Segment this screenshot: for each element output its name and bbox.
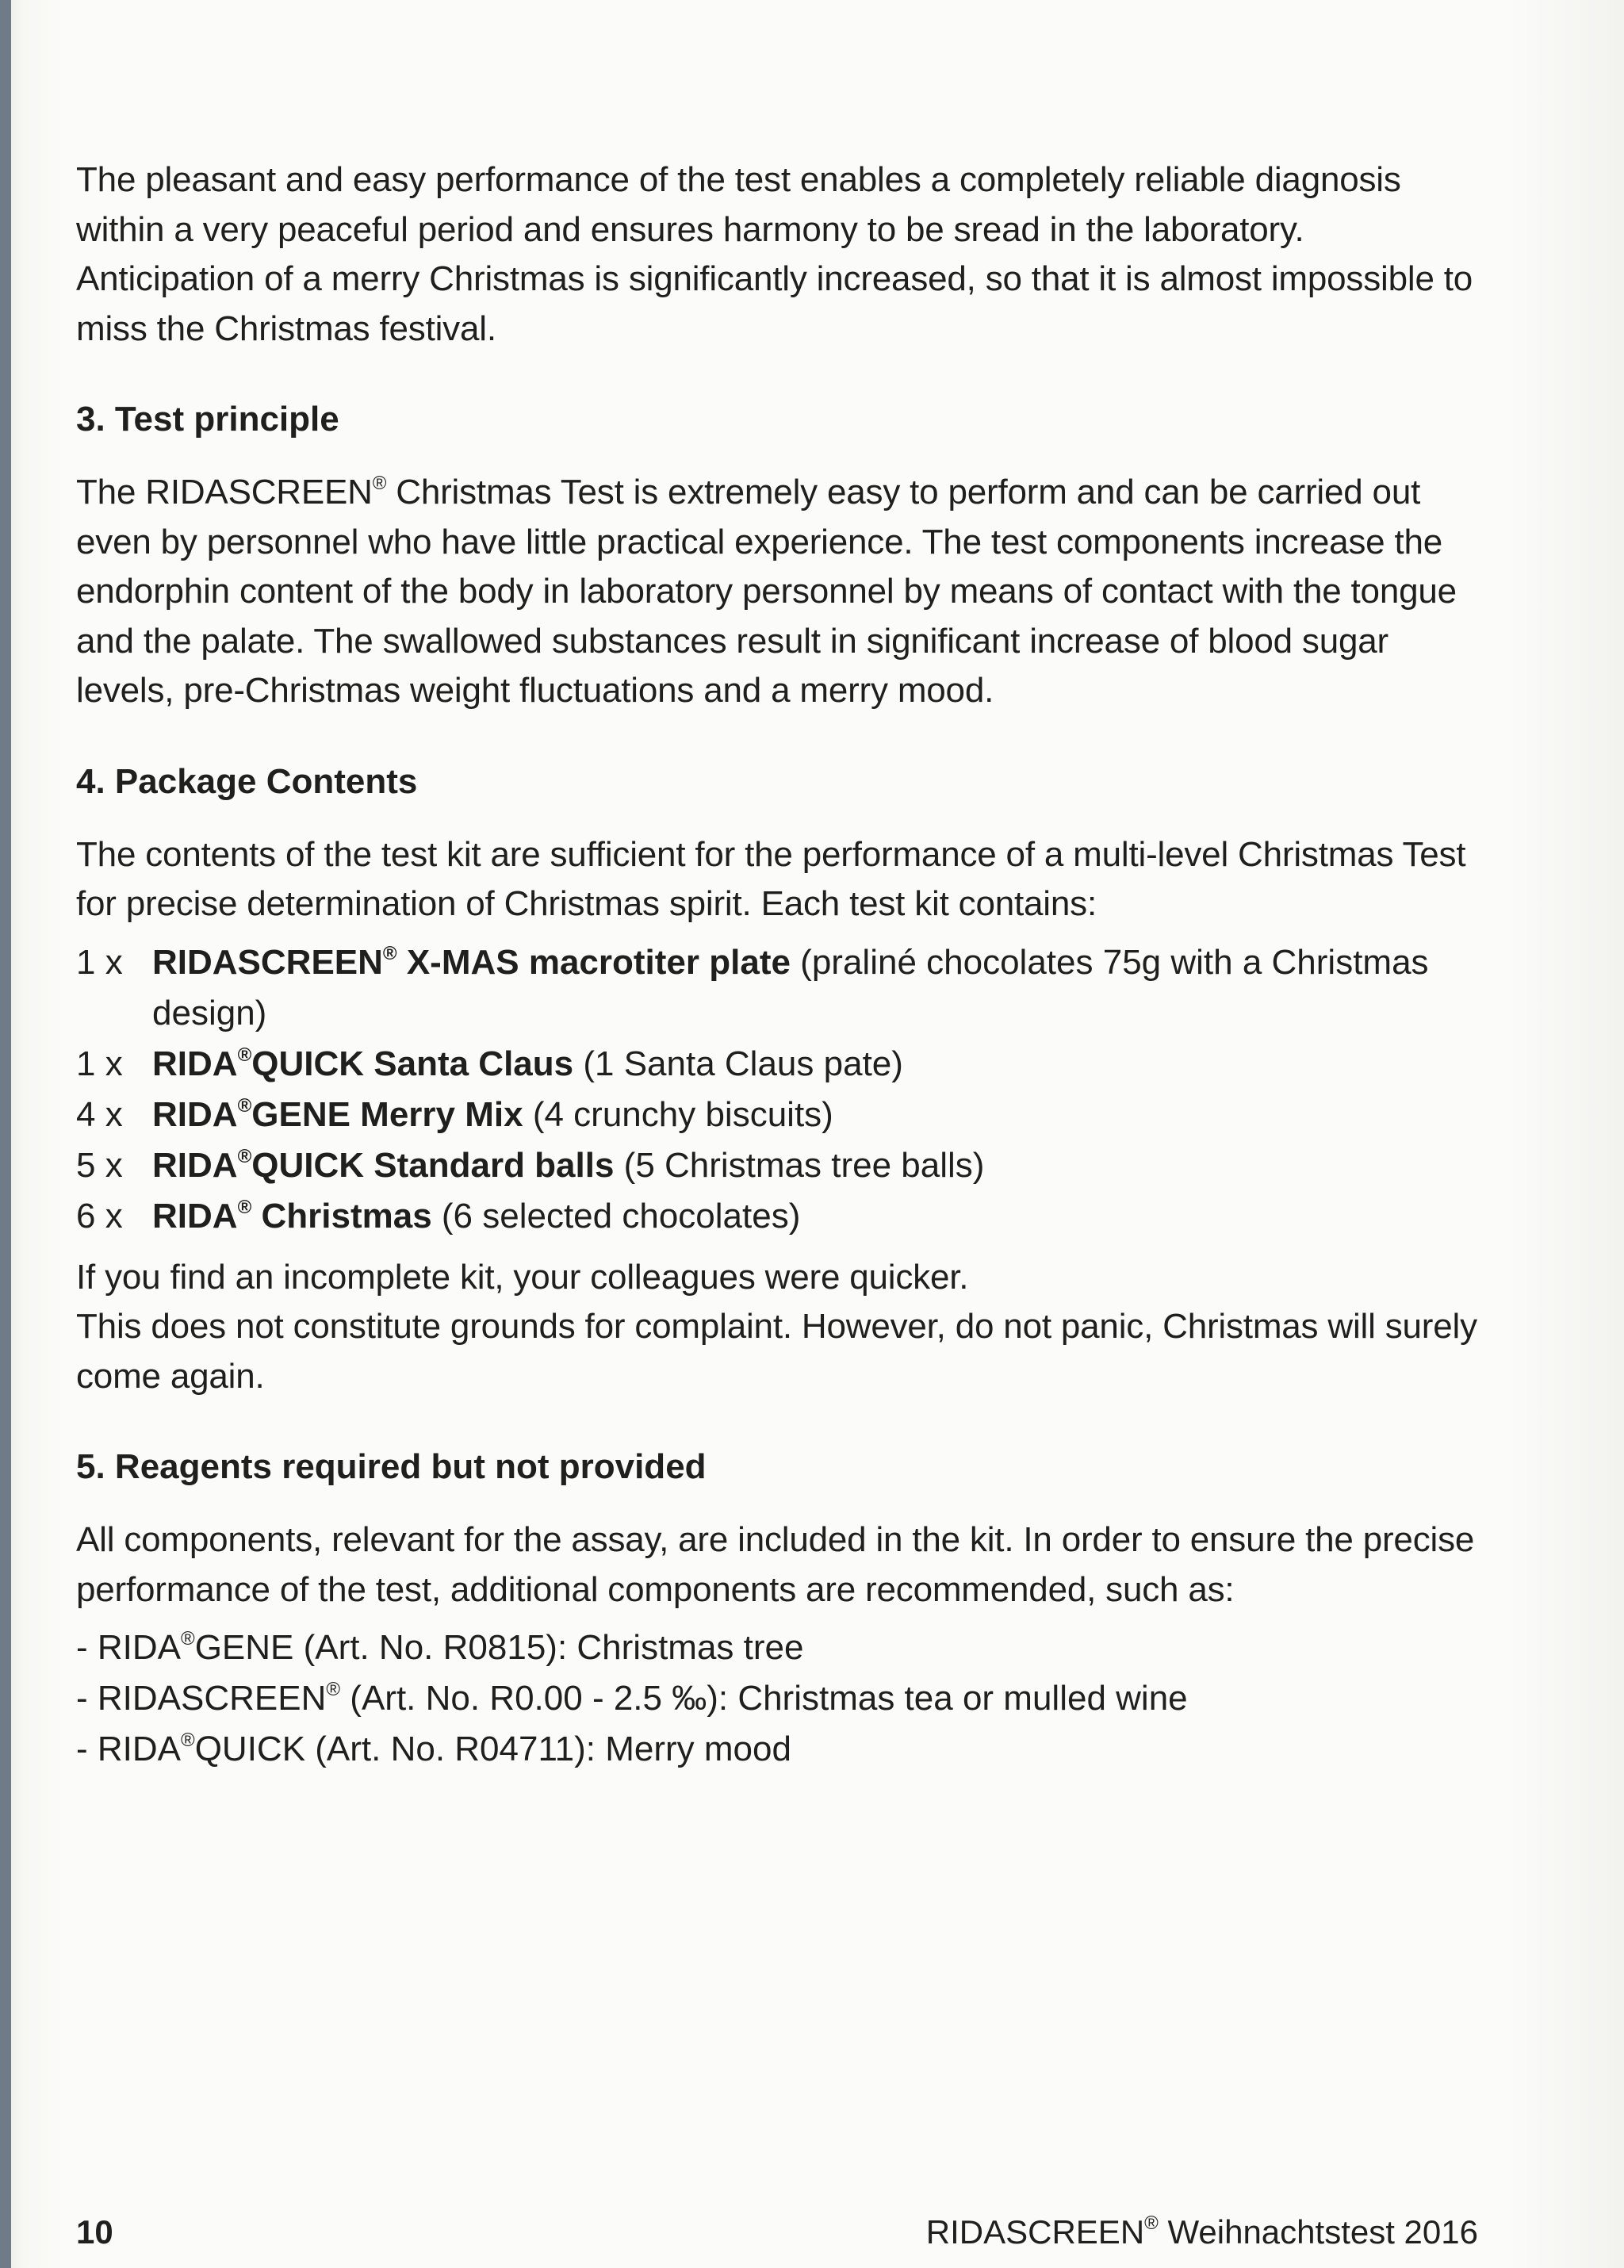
section-3-heading: 3. Test principle	[76, 400, 339, 439]
kit-item-qty: 1 x	[76, 1044, 123, 1083]
kit-item-qty: 5 x	[76, 1145, 123, 1185]
recommended-components-list	[76, 1622, 1488, 1775]
registered-mark: ®	[181, 1730, 195, 1751]
registered-mark: ®	[1144, 2212, 1159, 2234]
kit-item-name-a: RIDA	[152, 1196, 238, 1236]
kit-item-name-b: GENE Merry Mix	[251, 1094, 523, 1134]
page-edge	[0, 0, 11, 2268]
kit-item-body	[152, 1140, 1488, 1191]
kit-item-desc: (4 crunchy biscuits)	[523, 1094, 833, 1134]
kit-item-name-b: QUICK Standard balls	[251, 1145, 615, 1185]
registered-mark: ®	[237, 1196, 252, 1218]
kit-item-body	[152, 1039, 1488, 1090]
kit-item-qty: 4 x	[76, 1094, 123, 1134]
registered-mark: ®	[237, 1044, 252, 1066]
incomplete-kit-note: If you find an incomplete kit, your colleagues were quicker.	[76, 1257, 969, 1297]
kit-item-name	[152, 943, 791, 982]
section-5-heading: 5. Reagents required but not provided	[76, 1447, 707, 1486]
kit-item-qty: 6 x	[76, 1196, 123, 1236]
registered-mark: ®	[326, 1679, 341, 1700]
footer-title-post: Weihnachtstest 2016	[1158, 2213, 1478, 2251]
kit-contents-list	[76, 937, 1488, 1242]
section-3-paragraph	[76, 468, 1488, 716]
kit-item-name	[152, 1095, 523, 1134]
kit-item-body	[152, 937, 1488, 1039]
recommended-item-pre: - RIDA	[76, 1628, 181, 1667]
recommended-item	[76, 1622, 1488, 1673]
kit-item-name	[152, 1044, 573, 1083]
intro-paragraph: The pleasant and easy performance of the test enables a completely reliable diagnosis within a very peaceful period and ensures harmony to be sread in the laboratory. Anticipation of a merry Christmas is significantly increased, so that it is almost impossible to miss the Christmas festival.	[76, 160, 1473, 348]
recommended-item-post: GENE (Art. No. R0815): Christmas tree	[194, 1628, 804, 1667]
document-body	[76, 155, 1488, 1775]
kit-item-name	[152, 1146, 614, 1185]
recommended-item-post: QUICK (Art. No. R04711): Merry mood	[194, 1730, 791, 1768]
kit-item-name-b: X-MAS macrotiter plate	[396, 942, 791, 982]
section-3-text-post: Christmas Test is extremely easy to perform and can be carried out even by personnel who have little practical experience. The test components increase the endorphin content of the body in laboratory personnel by means of contact with the tongue and the palate. The swallowed substances result in significant increase of blood sugar levels, pre-Christmas weight fluctuations and a merry mood.	[76, 473, 1457, 710]
recommended-item-post: (Art. No. R0.00 - 2.5 ‰): Christmas tea or mulled wine	[340, 1679, 1188, 1718]
recommended-item	[76, 1724, 1488, 1775]
kit-item-desc: (5 Christmas tree balls)	[614, 1145, 985, 1185]
kit-item-name-a: RIDA	[152, 1044, 238, 1083]
kit-item-name-a: RIDA	[152, 1145, 238, 1185]
registered-mark: ®	[372, 473, 387, 494]
kit-item-qty: 1 x	[76, 942, 123, 982]
kit-item	[76, 1090, 1488, 1140]
footer-doc-title	[926, 2213, 1478, 2251]
recommended-item	[76, 1673, 1488, 1724]
recommended-item-pre: - RIDA	[76, 1730, 181, 1768]
kit-item	[76, 937, 1488, 1039]
kit-item-name-a: RIDA	[152, 1094, 238, 1134]
kit-item-name	[152, 1197, 432, 1236]
page-number: 10	[76, 2213, 113, 2251]
kit-item-name-b: QUICK Santa Claus	[251, 1044, 574, 1083]
kit-item-body	[152, 1090, 1488, 1140]
kit-item-name-a: RIDASCREEN	[152, 942, 383, 982]
footer-title-pre: RIDASCREEN	[925, 2213, 1145, 2251]
kit-item	[76, 1140, 1488, 1191]
section-3-text-pre: The RIDASCREEN	[76, 473, 373, 511]
section-4-heading: 4. Package Contents	[76, 761, 418, 801]
kit-item	[76, 1191, 1488, 1242]
kit-item-name-b: Christmas	[251, 1196, 432, 1236]
registered-mark: ®	[382, 942, 397, 964]
kit-item-desc: (1 Santa Claus pate)	[573, 1044, 903, 1083]
recommended-item-pre: - RIDASCREEN	[76, 1679, 327, 1718]
section-4-paragraph: The contents of the test kit are sufficient for the performance of a multi-level Christmas Test for precise determination of Christmas spirit. Each test kit contains:	[76, 834, 1466, 923]
page-footer	[76, 2213, 1478, 2251]
kit-item	[76, 1039, 1488, 1090]
section-5-paragraph: All components, relevant for the assay, are included in the kit. In order to ensure the precise performance of the test, additional components are recommended, such as:	[76, 1520, 1475, 1609]
complaint-note: This does not constitute grounds for complaint. However, do not panic, Christmas will surely come again.	[76, 1307, 1477, 1396]
registered-mark: ®	[237, 1145, 252, 1167]
kit-item-body	[152, 1191, 1488, 1242]
kit-item-desc: (6 selected chocolates)	[431, 1196, 801, 1236]
registered-mark: ®	[181, 1628, 195, 1649]
kit-item-desc: (praliné chocolates 75g with a Christmas design)	[152, 942, 1429, 1032]
registered-mark: ®	[237, 1094, 252, 1117]
